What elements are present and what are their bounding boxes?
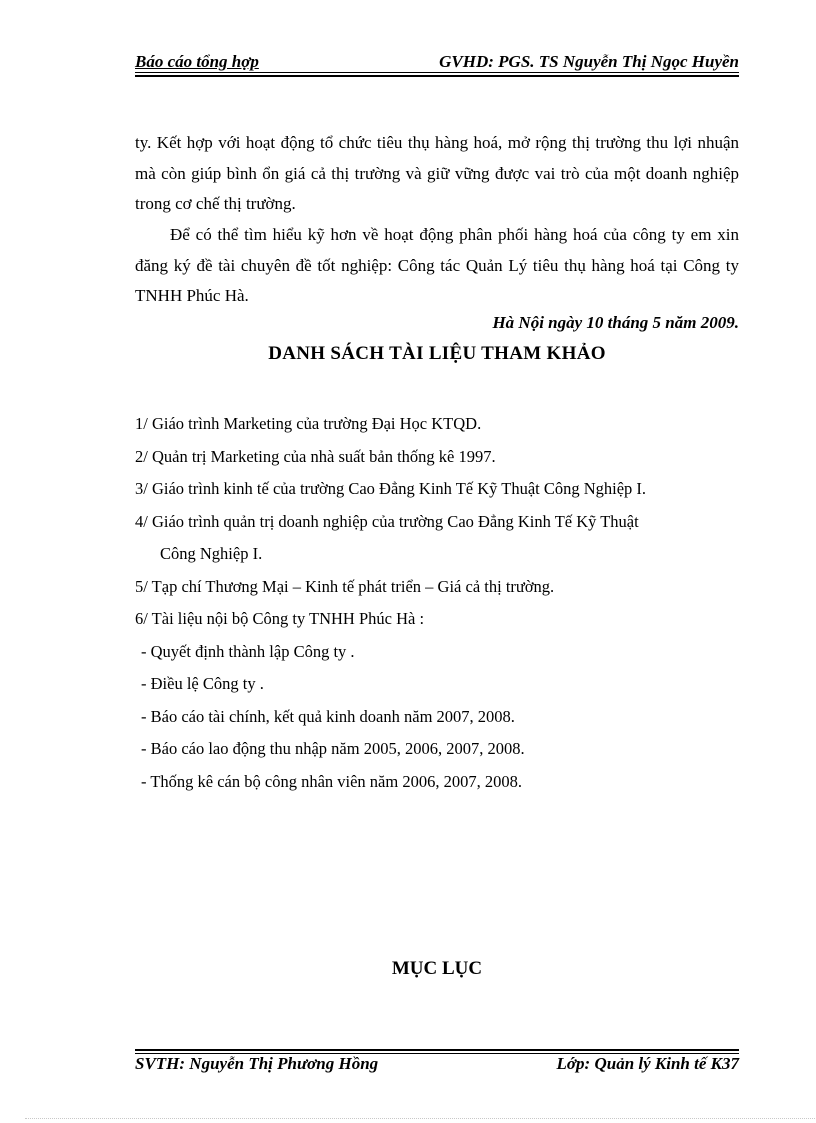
reference-subitem: - Điều lệ Công ty . (141, 674, 264, 693)
reference-item: 2/ Quản trị Marketing của nhà suất bản thống kê 1997. (135, 446, 496, 466)
page-footer (135, 1054, 739, 1074)
reference-item: 3/ Giáo trình kinh tế của trường Cao Đẳng Kinh Tế Kỹ Thuật Công Nghiệp I. (135, 479, 647, 498)
footer-divider-thick (135, 1049, 739, 1051)
reference-item: 1/ Giáo trình Marketing của trường Đại Học KTQD. (135, 414, 482, 433)
reference-subitem: - Báo cáo tài chính, kết quả kinh doanh năm 2007, 2008. (141, 706, 515, 726)
reference-item-continuation: Công Nghiệp I. (160, 544, 263, 563)
body-paragraph-2: Để có thể tìm hiểu kỹ hơn về hoạt động phân phối hàng hoá của công ty em xin đăng ký đề tài chuyên đề tốt nghiệp: Công tác Quản Lý tiêu thụ hàng hoá tại Công ty TNHH Phúc Hà. (135, 225, 739, 305)
footer-class: Lớp: Quản lý Kinh tế K37 (556, 1054, 739, 1073)
header-divider (135, 72, 739, 73)
header-report-title: Báo cáo tổng hợp (135, 52, 259, 71)
header-divider-thick (135, 75, 739, 77)
footer-student: SVTH: Nguyễn Thị Phương Hồng (135, 1054, 379, 1073)
table-of-contents-title: MỤC LỤC (391, 958, 483, 979)
reference-subitem: - Quyết định thành lập Công ty . (141, 641, 355, 661)
page-edge-line (25, 1118, 815, 1119)
reference-subitem: - Thống kê cán bộ công nhân viên năm 2006, 2007, 2008. (141, 771, 522, 791)
references-list (135, 408, 739, 798)
page-header (135, 50, 739, 72)
reference-item: 5/ Tạp chí Thương Mại – Kinh tế phát triển – Giá cả thị trường. (135, 576, 555, 596)
references-title: DANH SÁCH TÀI LIỆU THAM KHẢO (268, 343, 606, 364)
body-paragraph-1: ty. Kết hợp với hoạt động tổ chức tiêu thụ hàng hoá, mở rộng thị trường thu lợi nhuận mà còn giúp bình ổn giá cả thị trường và giữ vững được vai trò của một doanh nghiệp trong cơ chế thị trường. (135, 133, 739, 213)
reference-item: 4/ Giáo trình quản trị doanh nghiệp của trường Cao Đẳng Kinh Tế Kỹ Thuật (135, 511, 639, 531)
header-supervisor: GVHD: PGS. TS Nguyễn Thị Ngọc Huyền (439, 52, 739, 71)
reference-item: 6/ Tài liệu nội bộ Công ty TNHH Phúc Hà : (135, 609, 425, 628)
signing-date: Hà Nội ngày 10 tháng 5 năm 2009. (492, 313, 739, 332)
reference-subitem: - Báo cáo lao động thu nhập năm 2005, 2006, 2007, 2008. (141, 739, 525, 758)
